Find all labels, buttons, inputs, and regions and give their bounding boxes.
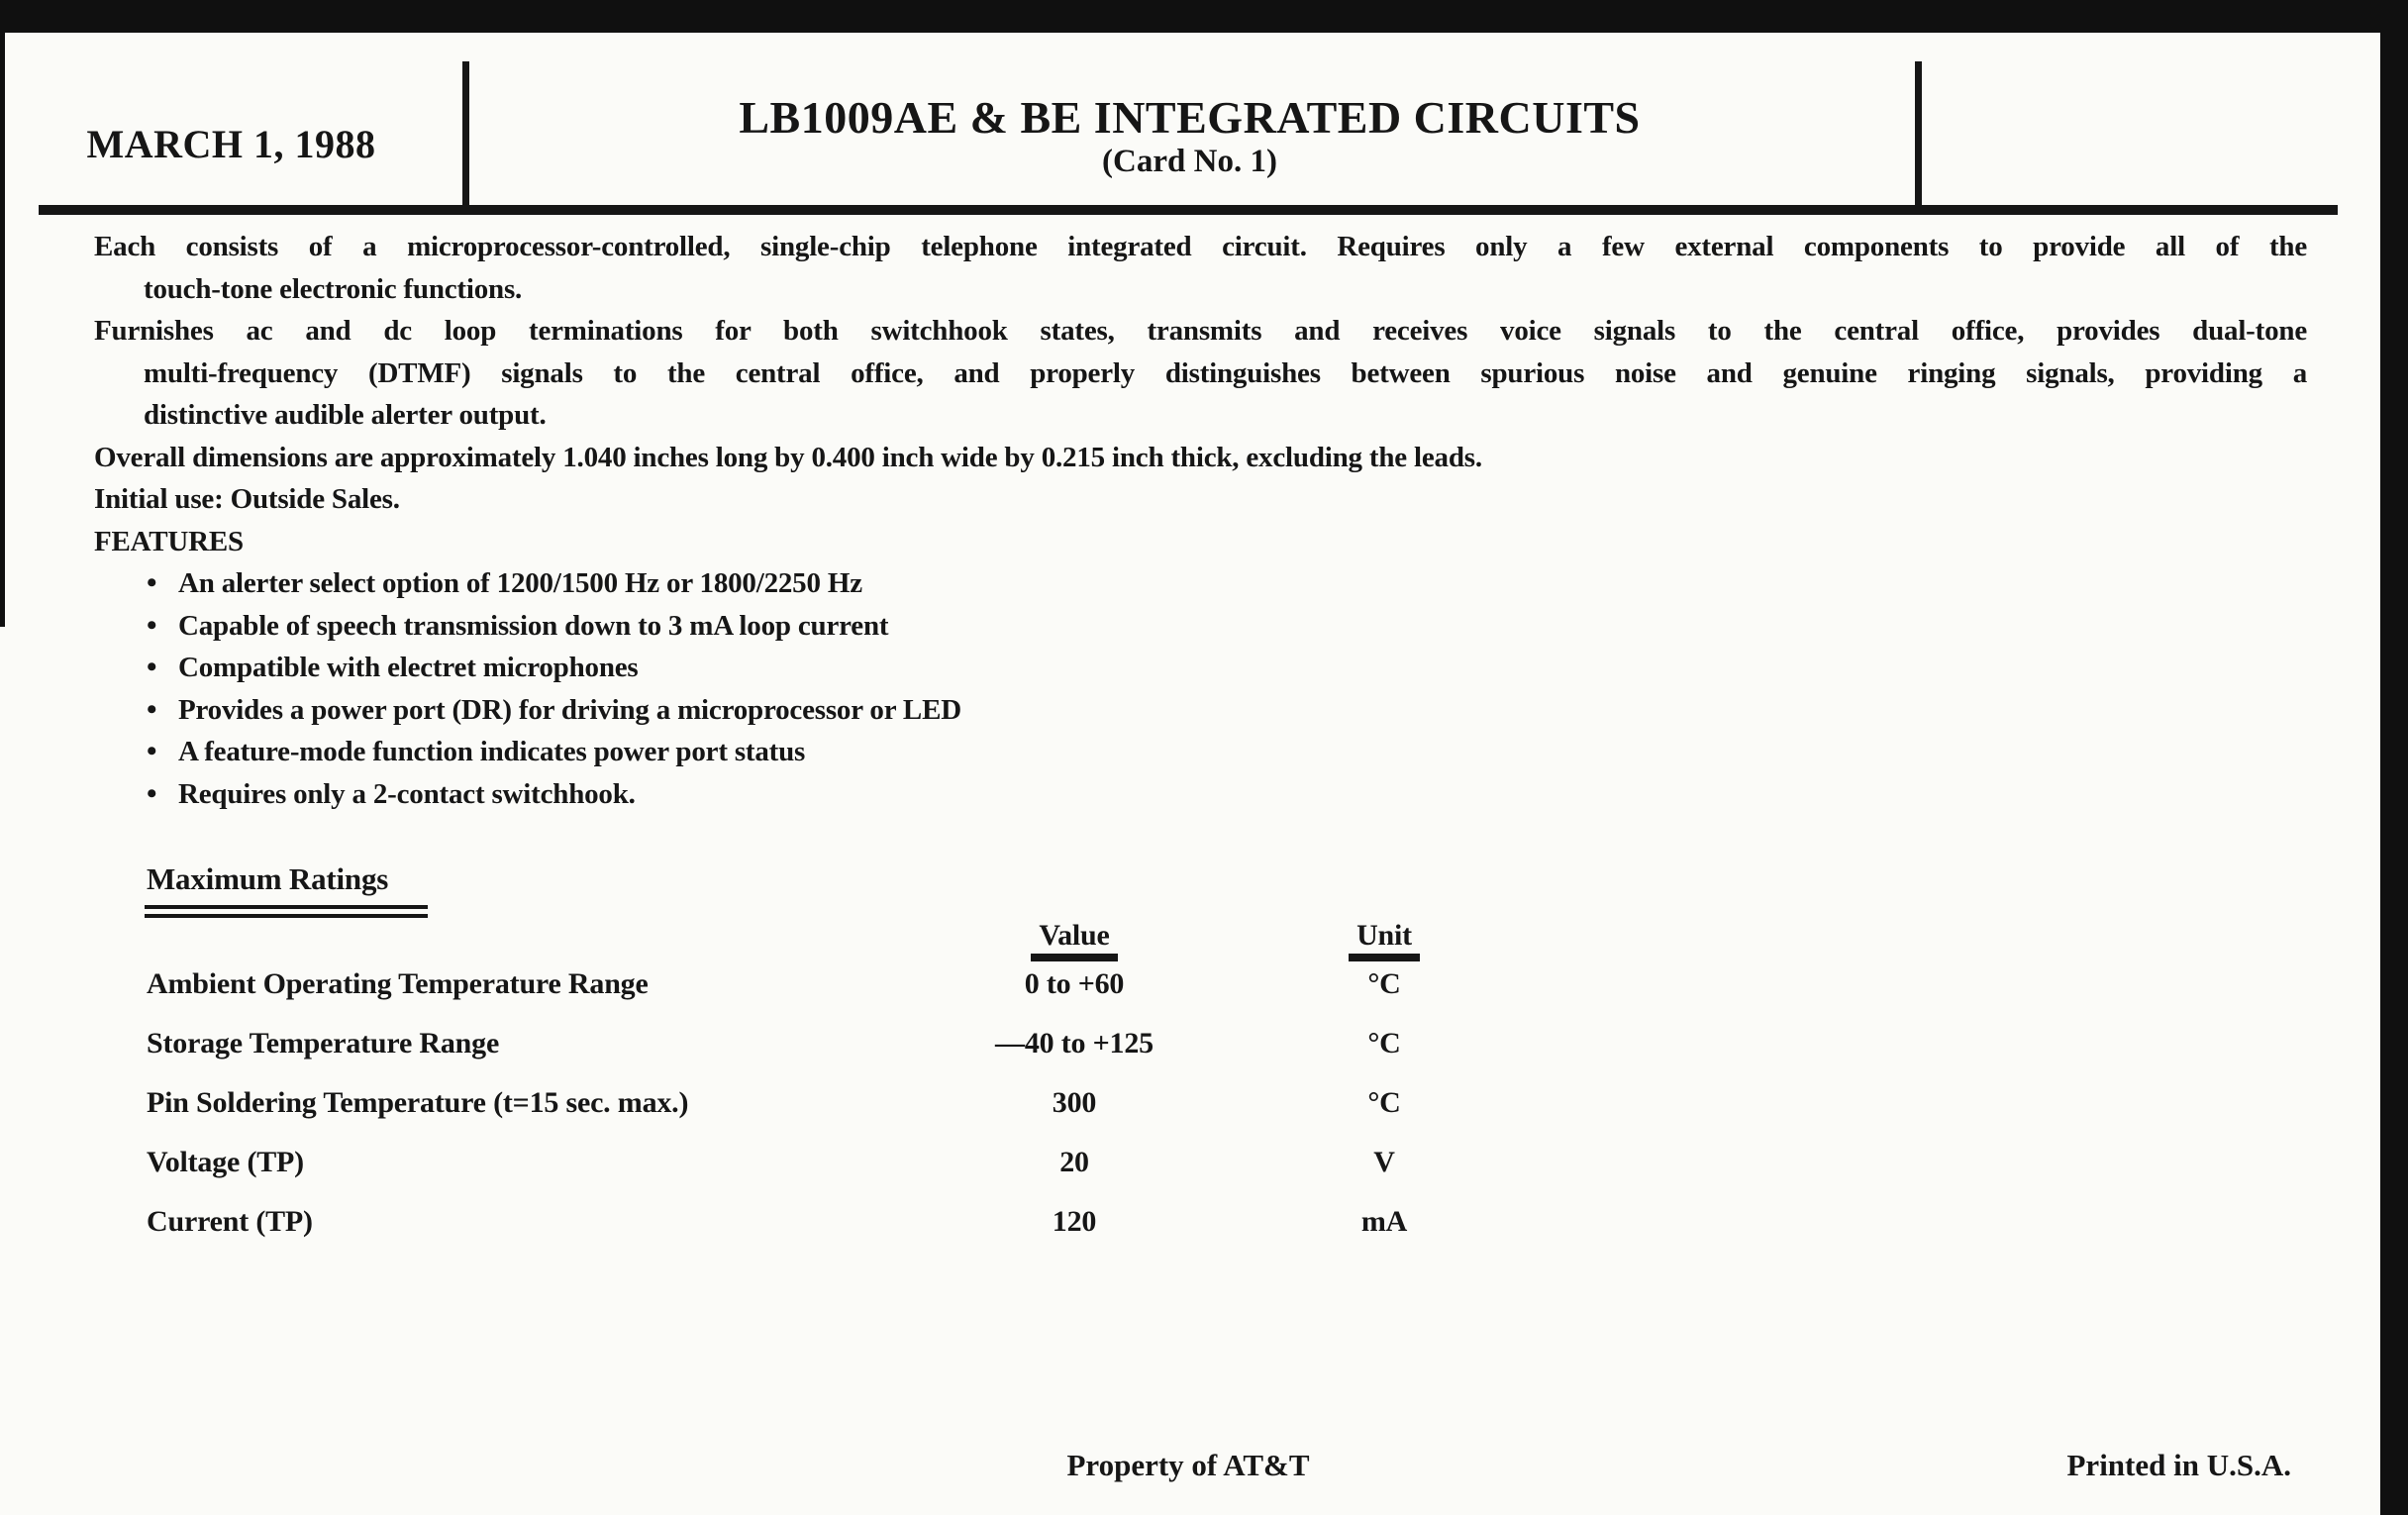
table-row — [94, 1014, 2307, 1073]
rating-unit: V — [1373, 1146, 1395, 1178]
ratings-heading: Maximum Ratings — [147, 861, 389, 896]
ratings-rows — [94, 955, 2307, 1252]
ratings-heading-underline — [145, 905, 428, 918]
rating-value: —40 to +125 — [995, 1027, 1154, 1060]
header-title-block — [469, 93, 1910, 180]
scan-border-right — [2380, 0, 2408, 1515]
features-heading: FEATURES — [94, 525, 244, 557]
feature-item — [94, 605, 2307, 648]
rating-value: 0 to +60 — [1024, 967, 1125, 1000]
bullet-icon: • — [147, 735, 157, 767]
feature-item — [94, 562, 2307, 605]
document-body — [94, 226, 2307, 815]
scan-border-top — [0, 0, 2408, 33]
rating-unit: °C — [1367, 967, 1401, 1000]
table-row — [94, 1073, 2307, 1133]
rating-value: 300 — [1052, 1086, 1097, 1119]
rating-label: Ambient Operating Temperature Range — [147, 967, 649, 1000]
table-row — [94, 1133, 2307, 1192]
header-divider-left — [462, 61, 469, 208]
footer-printed-notice: Printed in U.S.A. — [2066, 1448, 2291, 1482]
feature-item — [94, 689, 2307, 732]
paragraph-line: Each consists of a microprocessor-controlled, single-chip telephone integrated circuit. Requires only a few external components to provide all of the — [94, 231, 2307, 262]
column-header-unit: Unit — [1356, 919, 1412, 952]
rating-value: 120 — [1052, 1205, 1097, 1238]
feature-text: An alerter select option of 1200/1500 Hz or 1800/2250 Hz — [178, 567, 862, 599]
paragraph-line: multi-frequency (DTMF) signals to the central office, and properly distinguishes between spurious noise and genuine ringing signals, providing a — [144, 356, 2307, 389]
feature-item — [94, 731, 2307, 773]
document-date: MARCH 1, 1988 — [86, 122, 376, 166]
footer-property-notice: Property of AT&T — [1066, 1448, 1310, 1482]
table-row — [94, 955, 2307, 1014]
document-title: LB1009AE & BE INTEGRATED CIRCUITS — [739, 92, 1641, 143]
feature-item — [94, 773, 2307, 816]
bullet-icon: • — [147, 776, 157, 810]
rating-label: Current (TP) — [147, 1205, 313, 1238]
paragraph-line: Initial use: Outside Sales. — [94, 483, 400, 515]
document-subtitle: (Card No. 1) — [1102, 144, 1277, 179]
bullet-icon: • — [147, 692, 157, 726]
rating-label: Voltage (TP) — [147, 1146, 304, 1178]
rating-unit: °C — [1367, 1086, 1401, 1119]
column-header-value: Value — [1039, 919, 1110, 952]
rating-value: 20 — [1059, 1146, 1089, 1178]
paragraph-line: touch-tone electronic functions. — [144, 272, 523, 305]
feature-text: Provides a power port (DR) for driving a microprocessor or LED — [178, 693, 961, 726]
rating-label: Storage Temperature Range — [147, 1027, 500, 1060]
feature-text: Capable of speech transmission down to 3 mA loop current — [178, 609, 889, 642]
bullet-icon: • — [147, 651, 157, 683]
paragraph-line: Furnishes ac and dc loop terminations for both switchhook states, transmits and receives voice signals to the central office, provides dual-tone — [94, 315, 2307, 347]
rating-unit: mA — [1360, 1205, 1408, 1238]
feature-text: Requires only a 2-contact switchhook. — [178, 777, 636, 810]
bullet-icon: • — [147, 608, 157, 642]
paragraph-line: Overall dimensions are approximately 1.040 inches long by 0.400 inch wide by 0.215 inch thick, excluding the leads. — [94, 441, 1482, 473]
feature-text: Compatible with electret microphones — [178, 652, 639, 683]
bullet-icon: • — [147, 566, 157, 599]
header-horizontal-rule — [39, 205, 2338, 215]
header-divider-right — [1915, 61, 1922, 208]
paragraph-line: distinctive audible alerter output. — [144, 399, 547, 431]
table-row — [94, 1192, 2307, 1252]
rating-unit: °C — [1367, 1027, 1401, 1060]
feature-item — [94, 647, 2307, 689]
rating-label: Pin Soldering Temperature (t=15 sec. max.) — [147, 1086, 689, 1119]
feature-text: A feature-mode function indicates power port status — [178, 736, 806, 767]
